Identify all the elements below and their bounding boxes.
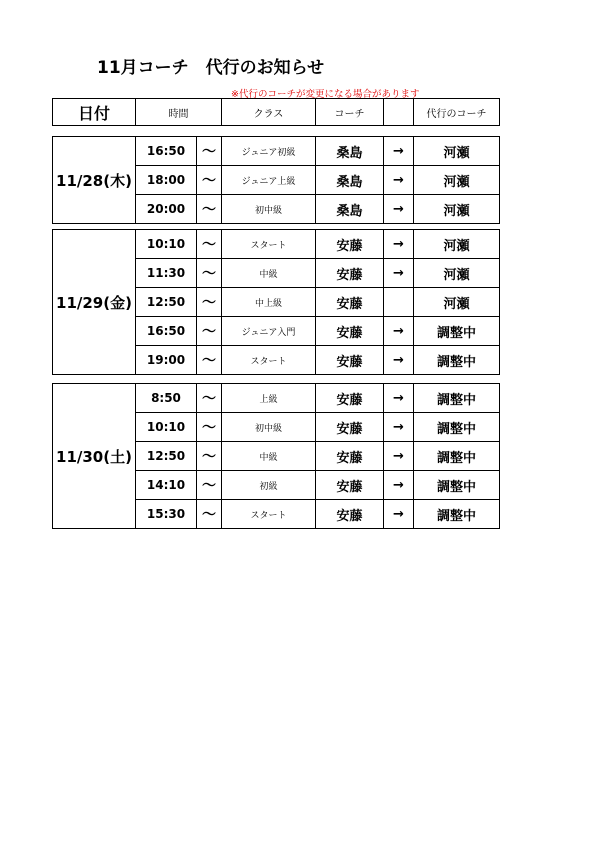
header-substitute: 代行のコーチ (414, 99, 500, 126)
class-cell: スタート (222, 230, 316, 259)
substitute-cell: 調整中 (414, 317, 500, 346)
header-time: 時間 (136, 99, 222, 126)
page-title: 11月コーチ 代行のお知らせ (97, 58, 325, 78)
arrow-cell: → (384, 230, 414, 259)
coach-cell: 安藤 (316, 230, 384, 259)
arrow-cell: → (384, 442, 414, 471)
tilde-cell: ～ (197, 195, 222, 224)
arrow-cell: → (384, 317, 414, 346)
coach-cell: 安藤 (316, 500, 384, 529)
arrow-cell: → (384, 166, 414, 195)
schedule-row (53, 137, 500, 166)
time-cell: 8:50 (136, 384, 197, 413)
class-cell: スタート (222, 346, 316, 375)
change-notice: ※代行のコーチが変更になる場合があります (231, 89, 420, 100)
coach-cell: 安藤 (316, 413, 384, 442)
date-cell: 11/28(木) (53, 137, 136, 224)
header-class: クラス (222, 99, 316, 126)
time-cell: 19:00 (136, 346, 197, 375)
substitute-cell: 調整中 (414, 471, 500, 500)
tilde-cell: ～ (197, 500, 222, 529)
class-cell: ジュニア初級 (222, 137, 316, 166)
arrow-cell (384, 288, 414, 317)
tilde-cell: ～ (197, 288, 222, 317)
header-table (52, 98, 500, 126)
coach-cell: 安藤 (316, 442, 384, 471)
coach-cell: 安藤 (316, 288, 384, 317)
tilde-cell: ～ (197, 259, 222, 288)
substitute-cell: 調整中 (414, 442, 500, 471)
arrow-cell: → (384, 195, 414, 224)
day-table-1129 (52, 229, 500, 375)
coach-cell: 安藤 (316, 317, 384, 346)
time-cell: 10:10 (136, 230, 197, 259)
class-cell: 初級 (222, 471, 316, 500)
tilde-cell: ～ (197, 413, 222, 442)
schedule-row (53, 230, 500, 259)
arrow-cell: → (384, 137, 414, 166)
substitute-cell: 河瀬 (414, 166, 500, 195)
coach-cell: 安藤 (316, 384, 384, 413)
time-cell: 15:30 (136, 500, 197, 529)
header-row (53, 99, 500, 126)
time-cell: 10:10 (136, 413, 197, 442)
coach-cell: 安藤 (316, 259, 384, 288)
time-cell: 14:10 (136, 471, 197, 500)
coach-cell: 桑島 (316, 137, 384, 166)
substitute-cell: 河瀬 (414, 195, 500, 224)
time-cell: 16:50 (136, 317, 197, 346)
schedule-row (53, 384, 500, 413)
arrow-cell: → (384, 346, 414, 375)
class-cell: ジュニア上級 (222, 166, 316, 195)
substitute-cell: 調整中 (414, 346, 500, 375)
tilde-cell: ～ (197, 317, 222, 346)
class-cell: 中級 (222, 259, 316, 288)
tilde-cell: ～ (197, 230, 222, 259)
substitute-cell: 河瀬 (414, 288, 500, 317)
class-cell: スタート (222, 500, 316, 529)
substitute-cell: 河瀬 (414, 259, 500, 288)
day-table-1130 (52, 383, 500, 529)
arrow-cell: → (384, 259, 414, 288)
class-cell: 初中級 (222, 413, 316, 442)
header-date: 日付 (53, 99, 136, 126)
class-cell: 上級 (222, 384, 316, 413)
tilde-cell: ～ (197, 166, 222, 195)
time-cell: 12:50 (136, 442, 197, 471)
coach-cell: 桑島 (316, 195, 384, 224)
arrow-cell: → (384, 500, 414, 529)
class-cell: 中級 (222, 442, 316, 471)
tilde-cell: ～ (197, 384, 222, 413)
date-cell: 11/30(土) (53, 384, 136, 529)
arrow-cell: → (384, 413, 414, 442)
day-table-1128 (52, 136, 500, 224)
class-cell: ジュニア入門 (222, 317, 316, 346)
time-cell: 18:00 (136, 166, 197, 195)
time-cell: 11:30 (136, 259, 197, 288)
header-arrow-spacer (384, 99, 414, 126)
arrow-cell: → (384, 471, 414, 500)
tilde-cell: ～ (197, 137, 222, 166)
class-cell: 中上級 (222, 288, 316, 317)
coach-cell: 安藤 (316, 471, 384, 500)
tilde-cell: ～ (197, 471, 222, 500)
substitute-cell: 調整中 (414, 413, 500, 442)
time-cell: 20:00 (136, 195, 197, 224)
substitute-cell: 調整中 (414, 500, 500, 529)
substitute-cell: 調整中 (414, 384, 500, 413)
substitute-cell: 河瀬 (414, 230, 500, 259)
substitute-cell: 河瀬 (414, 137, 500, 166)
tilde-cell: ～ (197, 442, 222, 471)
time-cell: 16:50 (136, 137, 197, 166)
coach-cell: 桑島 (316, 166, 384, 195)
time-cell: 12:50 (136, 288, 197, 317)
date-cell: 11/29(金) (53, 230, 136, 375)
coach-cell: 安藤 (316, 346, 384, 375)
header-coach: コーチ (316, 99, 384, 126)
arrow-cell: → (384, 384, 414, 413)
tilde-cell: ～ (197, 346, 222, 375)
class-cell: 初中級 (222, 195, 316, 224)
